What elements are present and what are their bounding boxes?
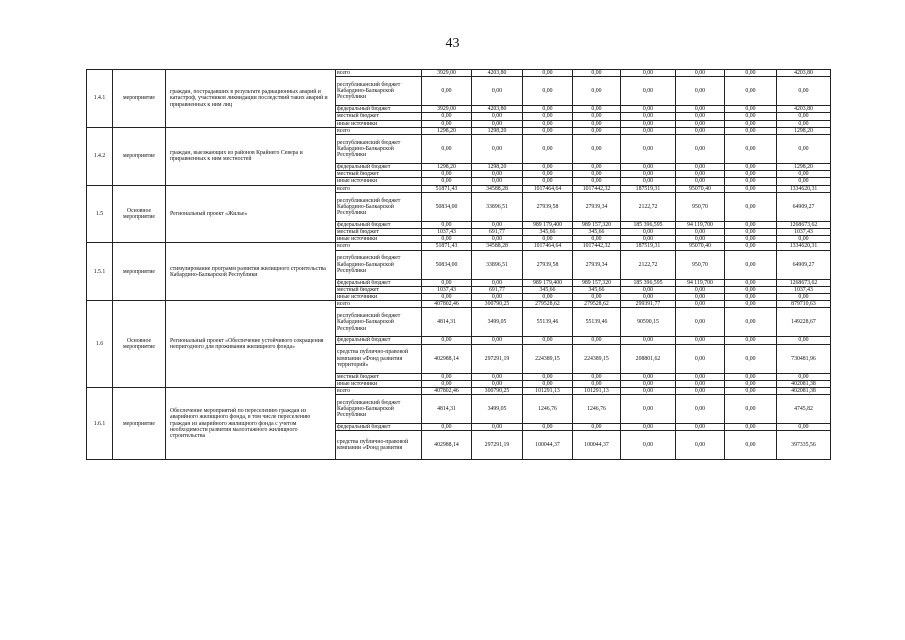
funding-source-cell: федеральный бюджет: [336, 164, 422, 171]
amount-cell: 0,00: [777, 120, 831, 127]
amount-cell: 0,00: [676, 301, 725, 308]
funding-source-cell: республиканский бюджет Кабардино-Балкарской Республики: [336, 192, 422, 221]
amount-cell: 0,00: [676, 120, 725, 127]
amount-cell: 0,00: [573, 178, 621, 185]
amount-cell: 0,00: [573, 135, 621, 164]
amount-cell: 0,00: [676, 77, 725, 106]
amount-cell: 0,00: [472, 279, 523, 286]
amount-cell: 0,00: [676, 294, 725, 301]
funding-source-cell: федеральный бюджет: [336, 279, 422, 286]
amount-cell: 3929,00: [422, 70, 472, 77]
amount-cell: 300790,25: [472, 301, 523, 308]
amount-cell: 0,00: [573, 120, 621, 127]
amount-cell: 0,00: [676, 344, 725, 373]
amount-cell: 0,00: [621, 294, 676, 301]
amount-cell: 0,00: [621, 77, 676, 106]
funding-source-cell: местный бюджет: [336, 229, 422, 236]
amount-cell: 0,00: [676, 308, 725, 337]
table-row: [87, 185, 831, 192]
amount-cell: 0,00: [573, 380, 621, 387]
amount-cell: 297291,19: [472, 431, 523, 460]
amount-cell: 297291,19: [472, 344, 523, 373]
funding-source-cell: федеральный бюджет: [336, 106, 422, 113]
amount-cell: 0,00: [725, 229, 777, 236]
amount-cell: 3499,05: [472, 395, 523, 424]
amount-cell: 345,66: [573, 286, 621, 293]
amount-cell: 407802,46: [422, 388, 472, 395]
amount-cell: 0,00: [621, 135, 676, 164]
amount-cell: 0,00: [725, 127, 777, 134]
amount-cell: 224389,15: [523, 344, 573, 373]
amount-cell: 3499,05: [472, 308, 523, 337]
row-type-cell: мероприятие: [113, 127, 166, 185]
funding-source-cell: всего: [336, 185, 422, 192]
amount-cell: 33896,51: [472, 250, 523, 279]
amount-cell: 1037,43: [777, 286, 831, 293]
amount-cell: 187519,31: [621, 243, 676, 250]
amount-cell: 402081,38: [777, 388, 831, 395]
amount-cell: 0,00: [422, 221, 472, 228]
amount-cell: 0,00: [573, 236, 621, 243]
amount-cell: 95070,40: [676, 243, 725, 250]
amount-cell: 0,00: [422, 113, 472, 120]
amount-cell: 0,00: [523, 171, 573, 178]
amount-cell: 187519,31: [621, 185, 676, 192]
amount-cell: 0,00: [621, 229, 676, 236]
funding-source-cell: средства публично-правовой компании «Фонд развития территорий»: [336, 344, 422, 373]
amount-cell: 55139,46: [573, 308, 621, 337]
amount-cell: 0,00: [422, 236, 472, 243]
amount-cell: 4203,80: [777, 106, 831, 113]
row-name-cell: Региональный проект «Обеспечение устойчивого сокращения непригодного для проживания жилищного фонда»: [166, 301, 336, 388]
funding-source-cell: всего: [336, 243, 422, 250]
funding-source-cell: республиканский бюджет Кабардино-Балкарской Республики: [336, 395, 422, 424]
amount-cell: 0,00: [676, 171, 725, 178]
amount-cell: 989 179,400: [523, 279, 573, 286]
amount-cell: 101291,13: [573, 388, 621, 395]
amount-cell: 27939,34: [573, 250, 621, 279]
amount-cell: 0,00: [573, 294, 621, 301]
amount-cell: 0,00: [725, 373, 777, 380]
amount-cell: 0,00: [676, 337, 725, 344]
amount-cell: 0,00: [523, 373, 573, 380]
funding-source-cell: федеральный бюджет: [336, 337, 422, 344]
budget-table: [86, 69, 831, 460]
row-type-cell: Основное мероприятие: [113, 185, 166, 243]
row-code-cell: 1.4.1: [87, 70, 113, 128]
amount-cell: 0,00: [422, 279, 472, 286]
amount-cell: 4814,31: [422, 308, 472, 337]
amount-cell: 149228,67: [777, 308, 831, 337]
amount-cell: 27939,58: [523, 250, 573, 279]
amount-cell: 0,00: [777, 424, 831, 431]
amount-cell: 1037,43: [422, 286, 472, 293]
amount-cell: 0,00: [676, 424, 725, 431]
amount-cell: 0,00: [422, 77, 472, 106]
amount-cell: 0,00: [472, 424, 523, 431]
funding-source-cell: иные источники: [336, 380, 422, 387]
amount-cell: 0,00: [422, 178, 472, 185]
amount-cell: 0,00: [777, 178, 831, 185]
amount-cell: 0,00: [777, 294, 831, 301]
amount-cell: 50834,00: [422, 192, 472, 221]
amount-cell: 0,00: [676, 135, 725, 164]
amount-cell: 90590,15: [621, 308, 676, 337]
amount-cell: 27939,58: [523, 192, 573, 221]
amount-cell: 0,00: [777, 77, 831, 106]
funding-source-cell: иные источники: [336, 236, 422, 243]
amount-cell: 0,00: [472, 171, 523, 178]
funding-source-cell: иные источники: [336, 294, 422, 301]
amount-cell: 0,00: [621, 127, 676, 134]
amount-cell: 0,00: [472, 178, 523, 185]
amount-cell: 0,00: [472, 221, 523, 228]
amount-cell: 4745,82: [777, 395, 831, 424]
amount-cell: 0,00: [472, 135, 523, 164]
amount-cell: 0,00: [472, 294, 523, 301]
amount-cell: 3929,00: [422, 106, 472, 113]
amount-cell: 0,00: [621, 431, 676, 460]
amount-cell: 0,00: [725, 308, 777, 337]
amount-cell: 989 179,400: [523, 221, 573, 228]
amount-cell: 279528,62: [523, 301, 573, 308]
funding-source-cell: федеральный бюджет: [336, 221, 422, 228]
amount-cell: 0,00: [523, 178, 573, 185]
amount-cell: 0,00: [523, 120, 573, 127]
amount-cell: 0,00: [523, 294, 573, 301]
amount-cell: 1298,20: [472, 127, 523, 134]
row-type-cell: мероприятие: [113, 243, 166, 301]
amount-cell: 0,00: [725, 344, 777, 373]
amount-cell: 1246,76: [523, 395, 573, 424]
amount-cell: 0,00: [725, 120, 777, 127]
amount-cell: 0,00: [676, 229, 725, 236]
amount-cell: 0,00: [621, 286, 676, 293]
table-row: [87, 388, 831, 395]
amount-cell: 0,00: [573, 337, 621, 344]
amount-cell: 0,00: [725, 294, 777, 301]
amount-cell: 0,00: [725, 286, 777, 293]
amount-cell: 397335,56: [777, 431, 831, 460]
amount-cell: 0,00: [621, 373, 676, 380]
amount-cell: 0,00: [621, 113, 676, 120]
amount-cell: 224389,15: [573, 344, 621, 373]
amount-cell: 879710,63: [777, 301, 831, 308]
amount-cell: 1298,20: [777, 164, 831, 171]
amount-cell: 345,66: [573, 229, 621, 236]
amount-cell: 300790,25: [472, 388, 523, 395]
amount-cell: 27939,34: [573, 192, 621, 221]
funding-source-cell: местный бюджет: [336, 286, 422, 293]
amount-cell: 55139,46: [523, 308, 573, 337]
amount-cell: 0,00: [621, 236, 676, 243]
amount-cell: 402988,14: [422, 431, 472, 460]
amount-cell: 1268673,62: [777, 279, 831, 286]
amount-cell: 0,00: [523, 106, 573, 113]
amount-cell: 51871,43: [422, 185, 472, 192]
amount-cell: 0,00: [573, 424, 621, 431]
funding-source-cell: иные источники: [336, 120, 422, 127]
amount-cell: 0,00: [725, 178, 777, 185]
amount-cell: 0,00: [472, 120, 523, 127]
amount-cell: 0,00: [725, 424, 777, 431]
amount-cell: 51871,43: [422, 243, 472, 250]
amount-cell: 0,00: [676, 113, 725, 120]
amount-cell: 1037,43: [422, 229, 472, 236]
amount-cell: 0,00: [472, 236, 523, 243]
amount-cell: 0,00: [676, 127, 725, 134]
amount-cell: 0,00: [523, 424, 573, 431]
amount-cell: 94 119,700: [676, 279, 725, 286]
amount-cell: 950,70: [676, 192, 725, 221]
amount-cell: 0,00: [573, 113, 621, 120]
amount-cell: 0,00: [573, 171, 621, 178]
funding-source-cell: средства публично-правовой компании «Фонд развития: [336, 431, 422, 460]
amount-cell: 4203,80: [472, 106, 523, 113]
amount-cell: 0,00: [725, 221, 777, 228]
amount-cell: 0,00: [523, 337, 573, 344]
amount-cell: 0,00: [676, 236, 725, 243]
page-number: 43: [445, 36, 460, 51]
funding-source-cell: всего: [336, 388, 422, 395]
amount-cell: 0,00: [725, 243, 777, 250]
amount-cell: 402988,14: [422, 344, 472, 373]
amount-cell: 0,00: [777, 113, 831, 120]
amount-cell: 0,00: [523, 135, 573, 164]
funding-source-cell: федеральный бюджет: [336, 424, 422, 431]
amount-cell: 33896,51: [472, 192, 523, 221]
funding-source-cell: местный бюджет: [336, 171, 422, 178]
amount-cell: 0,00: [621, 395, 676, 424]
amount-cell: 402081,38: [777, 380, 831, 387]
funding-source-cell: республиканский бюджет Кабардино-Балкарской Республики: [336, 250, 422, 279]
amount-cell: 0,00: [422, 373, 472, 380]
amount-cell: 185 396,595: [621, 221, 676, 228]
amount-cell: 0,00: [422, 120, 472, 127]
amount-cell: 0,00: [472, 337, 523, 344]
amount-cell: 0,00: [422, 294, 472, 301]
amount-cell: 0,00: [676, 373, 725, 380]
funding-source-cell: республиканский бюджет Кабардино-Балкарской Республики: [336, 77, 422, 106]
amount-cell: 0,00: [725, 431, 777, 460]
amount-cell: 0,00: [472, 113, 523, 120]
row-type-cell: Основное мероприятие: [113, 301, 166, 388]
amount-cell: 1017464,64: [523, 185, 573, 192]
amount-cell: 989 157,320: [573, 279, 621, 286]
amount-cell: 0,00: [422, 380, 472, 387]
amount-cell: 0,00: [621, 70, 676, 77]
amount-cell: 989 157,320: [573, 221, 621, 228]
amount-cell: 0,00: [621, 424, 676, 431]
amount-cell: 0,00: [621, 337, 676, 344]
amount-cell: 1334620,31: [777, 185, 831, 192]
amount-cell: 0,00: [472, 77, 523, 106]
funding-source-cell: местный бюджет: [336, 373, 422, 380]
amount-cell: 0,00: [725, 185, 777, 192]
amount-cell: 0,00: [676, 286, 725, 293]
amount-cell: 0,00: [523, 236, 573, 243]
amount-cell: 0,00: [523, 70, 573, 77]
amount-cell: 0,00: [621, 171, 676, 178]
row-code-cell: 1.4.2: [87, 127, 113, 185]
amount-cell: 0,00: [472, 380, 523, 387]
amount-cell: 1298,20: [422, 164, 472, 171]
amount-cell: 1017442,32: [573, 243, 621, 250]
amount-cell: 95070,40: [676, 185, 725, 192]
table-row: [87, 301, 831, 308]
amount-cell: 345,66: [523, 286, 573, 293]
amount-cell: 1298,20: [472, 164, 523, 171]
amount-cell: 0,00: [725, 380, 777, 387]
amount-cell: 2122,72: [621, 250, 676, 279]
amount-cell: 1268673,62: [777, 221, 831, 228]
amount-cell: 0,00: [621, 106, 676, 113]
amount-cell: 100044,37: [523, 431, 573, 460]
amount-cell: 0,00: [725, 113, 777, 120]
amount-cell: 0,00: [472, 373, 523, 380]
row-name-cell: граждан, выезжающих из районов Крайнего Севера и приравненных к ним местностей: [166, 127, 336, 185]
amount-cell: 0,00: [777, 135, 831, 164]
amount-cell: 0,00: [422, 135, 472, 164]
amount-cell: 4814,31: [422, 395, 472, 424]
funding-source-cell: всего: [336, 301, 422, 308]
amount-cell: 0,00: [777, 236, 831, 243]
amount-cell: 94 119,700: [676, 221, 725, 228]
amount-cell: 0,00: [725, 279, 777, 286]
row-name-cell: Обеспечение мероприятий по переселению граждан из аварийного жилищного фонда, в том числе переселению граждан из аварийного жилищного фонда с учетом необходимости развития малоэтажного жилищного строительства: [166, 388, 336, 460]
funding-source-cell: местный бюджет: [336, 113, 422, 120]
amount-cell: 0,00: [725, 301, 777, 308]
row-code-cell: 1.6.1: [87, 388, 113, 460]
amount-cell: 0,00: [621, 380, 676, 387]
amount-cell: 0,00: [676, 70, 725, 77]
amount-cell: 0,00: [725, 106, 777, 113]
amount-cell: 0,00: [422, 424, 472, 431]
amount-cell: 0,00: [621, 164, 676, 171]
amount-cell: 0,00: [523, 127, 573, 134]
table-row: [87, 243, 831, 250]
amount-cell: 0,00: [725, 337, 777, 344]
amount-cell: 0,00: [725, 171, 777, 178]
row-type-cell: мероприятие: [113, 70, 166, 128]
amount-cell: 299391,77: [621, 301, 676, 308]
amount-cell: 0,00: [621, 120, 676, 127]
amount-cell: 0,00: [725, 135, 777, 164]
amount-cell: 101291,13: [523, 388, 573, 395]
row-name-cell: граждан, пострадавших в результате радиационных аварий и катастроф, участников ликвидации последствий таких аварий и приравненных к ним лиц: [166, 70, 336, 128]
amount-cell: 279528,62: [573, 301, 621, 308]
amount-cell: 100044,37: [573, 431, 621, 460]
amount-cell: 0,00: [621, 178, 676, 185]
funding-source-cell: всего: [336, 70, 422, 77]
amount-cell: 0,00: [777, 337, 831, 344]
amount-cell: 0,00: [676, 380, 725, 387]
amount-cell: 0,00: [523, 113, 573, 120]
funding-source-cell: всего: [336, 127, 422, 134]
amount-cell: 0,00: [725, 77, 777, 106]
amount-cell: 0,00: [422, 337, 472, 344]
amount-cell: 0,00: [676, 106, 725, 113]
amount-cell: 185 396,595: [621, 279, 676, 286]
funding-source-cell: республиканский бюджет Кабардино-Балкарской Республики: [336, 308, 422, 337]
amount-cell: 34588,28: [472, 185, 523, 192]
amount-cell: 0,00: [676, 395, 725, 424]
amount-cell: 0,00: [777, 171, 831, 178]
amount-cell: 0,00: [676, 388, 725, 395]
amount-cell: 2122,72: [621, 192, 676, 221]
amount-cell: 691,77: [472, 229, 523, 236]
funding-source-cell: республиканский бюджет Кабардино-Балкарской Республики: [336, 135, 422, 164]
amount-cell: 0,00: [573, 70, 621, 77]
amount-cell: 407802,46: [422, 301, 472, 308]
amount-cell: 1246,76: [573, 395, 621, 424]
amount-cell: 1334620,31: [777, 243, 831, 250]
amount-cell: 0,00: [676, 164, 725, 171]
amount-cell: 0,00: [676, 178, 725, 185]
amount-cell: 0,00: [725, 250, 777, 279]
amount-cell: 0,00: [676, 431, 725, 460]
amount-cell: 0,00: [523, 77, 573, 106]
row-code-cell: 1.5.1: [87, 243, 113, 301]
row-name-cell: Региональный проект «Жилье»: [166, 185, 336, 243]
amount-cell: 1017464,64: [523, 243, 573, 250]
amount-cell: 1298,20: [422, 127, 472, 134]
amount-cell: 691,77: [472, 286, 523, 293]
table-row: [87, 70, 831, 77]
amount-cell: 730481,96: [777, 344, 831, 373]
amount-cell: 0,00: [725, 388, 777, 395]
amount-cell: 0,00: [573, 127, 621, 134]
row-type-cell: мероприятие: [113, 388, 166, 460]
amount-cell: 4203,80: [777, 70, 831, 77]
row-name-cell: стимулирование программ развития жилищного строительства Кабардино-Балкарской Республики: [166, 243, 336, 301]
amount-cell: 0,00: [725, 164, 777, 171]
table-row: [87, 127, 831, 134]
amount-cell: 0,00: [777, 373, 831, 380]
amount-cell: 0,00: [725, 70, 777, 77]
amount-cell: 0,00: [573, 77, 621, 106]
funding-source-cell: иные источники: [336, 178, 422, 185]
amount-cell: 345,66: [523, 229, 573, 236]
amount-cell: 0,00: [621, 388, 676, 395]
amount-cell: 950,70: [676, 250, 725, 279]
row-code-cell: 1.5: [87, 185, 113, 243]
amount-cell: 1037,43: [777, 229, 831, 236]
amount-cell: 64909,27: [777, 250, 831, 279]
amount-cell: 0,00: [725, 236, 777, 243]
amount-cell: 0,00: [573, 106, 621, 113]
amount-cell: 208801,62: [621, 344, 676, 373]
amount-cell: 64909,27: [777, 192, 831, 221]
amount-cell: 4203,80: [472, 70, 523, 77]
amount-cell: 0,00: [725, 395, 777, 424]
amount-cell: 0,00: [523, 164, 573, 171]
amount-cell: 0,00: [573, 373, 621, 380]
amount-cell: 0,00: [422, 171, 472, 178]
amount-cell: 1017442,32: [573, 185, 621, 192]
amount-cell: 1298,20: [777, 127, 831, 134]
amount-cell: 0,00: [573, 164, 621, 171]
amount-cell: 0,00: [523, 380, 573, 387]
row-code-cell: 1.6: [87, 301, 113, 388]
amount-cell: 0,00: [725, 192, 777, 221]
amount-cell: 34588,28: [472, 243, 523, 250]
amount-cell: 50834,00: [422, 250, 472, 279]
